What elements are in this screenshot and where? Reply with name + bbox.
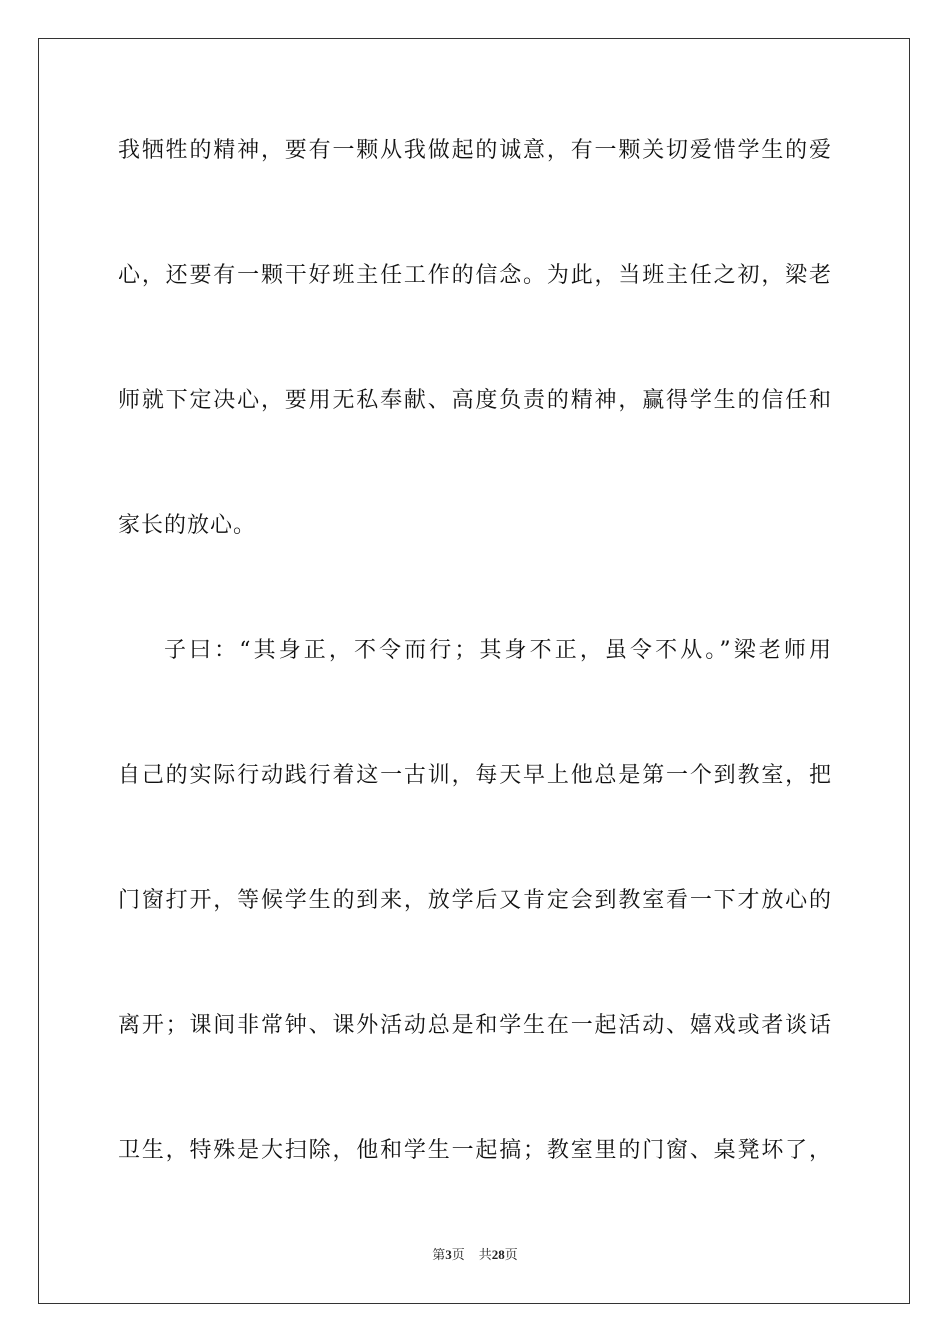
paragraph-line: 师就下定决心，要用无私奉献、高度负责的精神，赢得学生的信任和 [118,388,832,413]
page-suffix: 页 [451,1248,465,1263]
page-border [38,38,910,1304]
total-pages: 28 [491,1247,505,1262]
total-suffix: 页 [504,1248,518,1263]
paragraph-line: 门窗打开，等候学生的到来，放学后又肯定会到教室看一下才放心的 [118,888,832,913]
paragraph-line: 子曰：“其身正，不令而行；其身不正，虽令不从。”梁老师用 [164,638,832,663]
paragraph-line: 我牺牲的精神，要有一颗从我做起的诚意，有一颗关切爱惜学生的爱 [118,138,832,163]
paragraph-line: 离开；课间非常钟、课外活动总是和学生在一起活动、嬉戏或者谈话 [118,1013,832,1038]
paragraph-line: 家长的放心。 [118,513,257,538]
page-prefix: 第 [432,1248,446,1263]
paragraph-line: 心，还要有一颗干好班主任工作的信念。为此，当班主任之初，梁老 [118,263,832,288]
total-prefix: 共 [478,1248,492,1263]
page-footer [0,1246,950,1265]
paragraph-line: 卫生，特殊是大扫除，他和学生一起搞；教室里的门窗、桌凳坏了， [118,1138,832,1163]
paragraph-line: 自己的实际行动践行着这一古训，每天早上他总是第一个到教室，把 [118,763,832,788]
page-number: 3 [445,1247,452,1262]
